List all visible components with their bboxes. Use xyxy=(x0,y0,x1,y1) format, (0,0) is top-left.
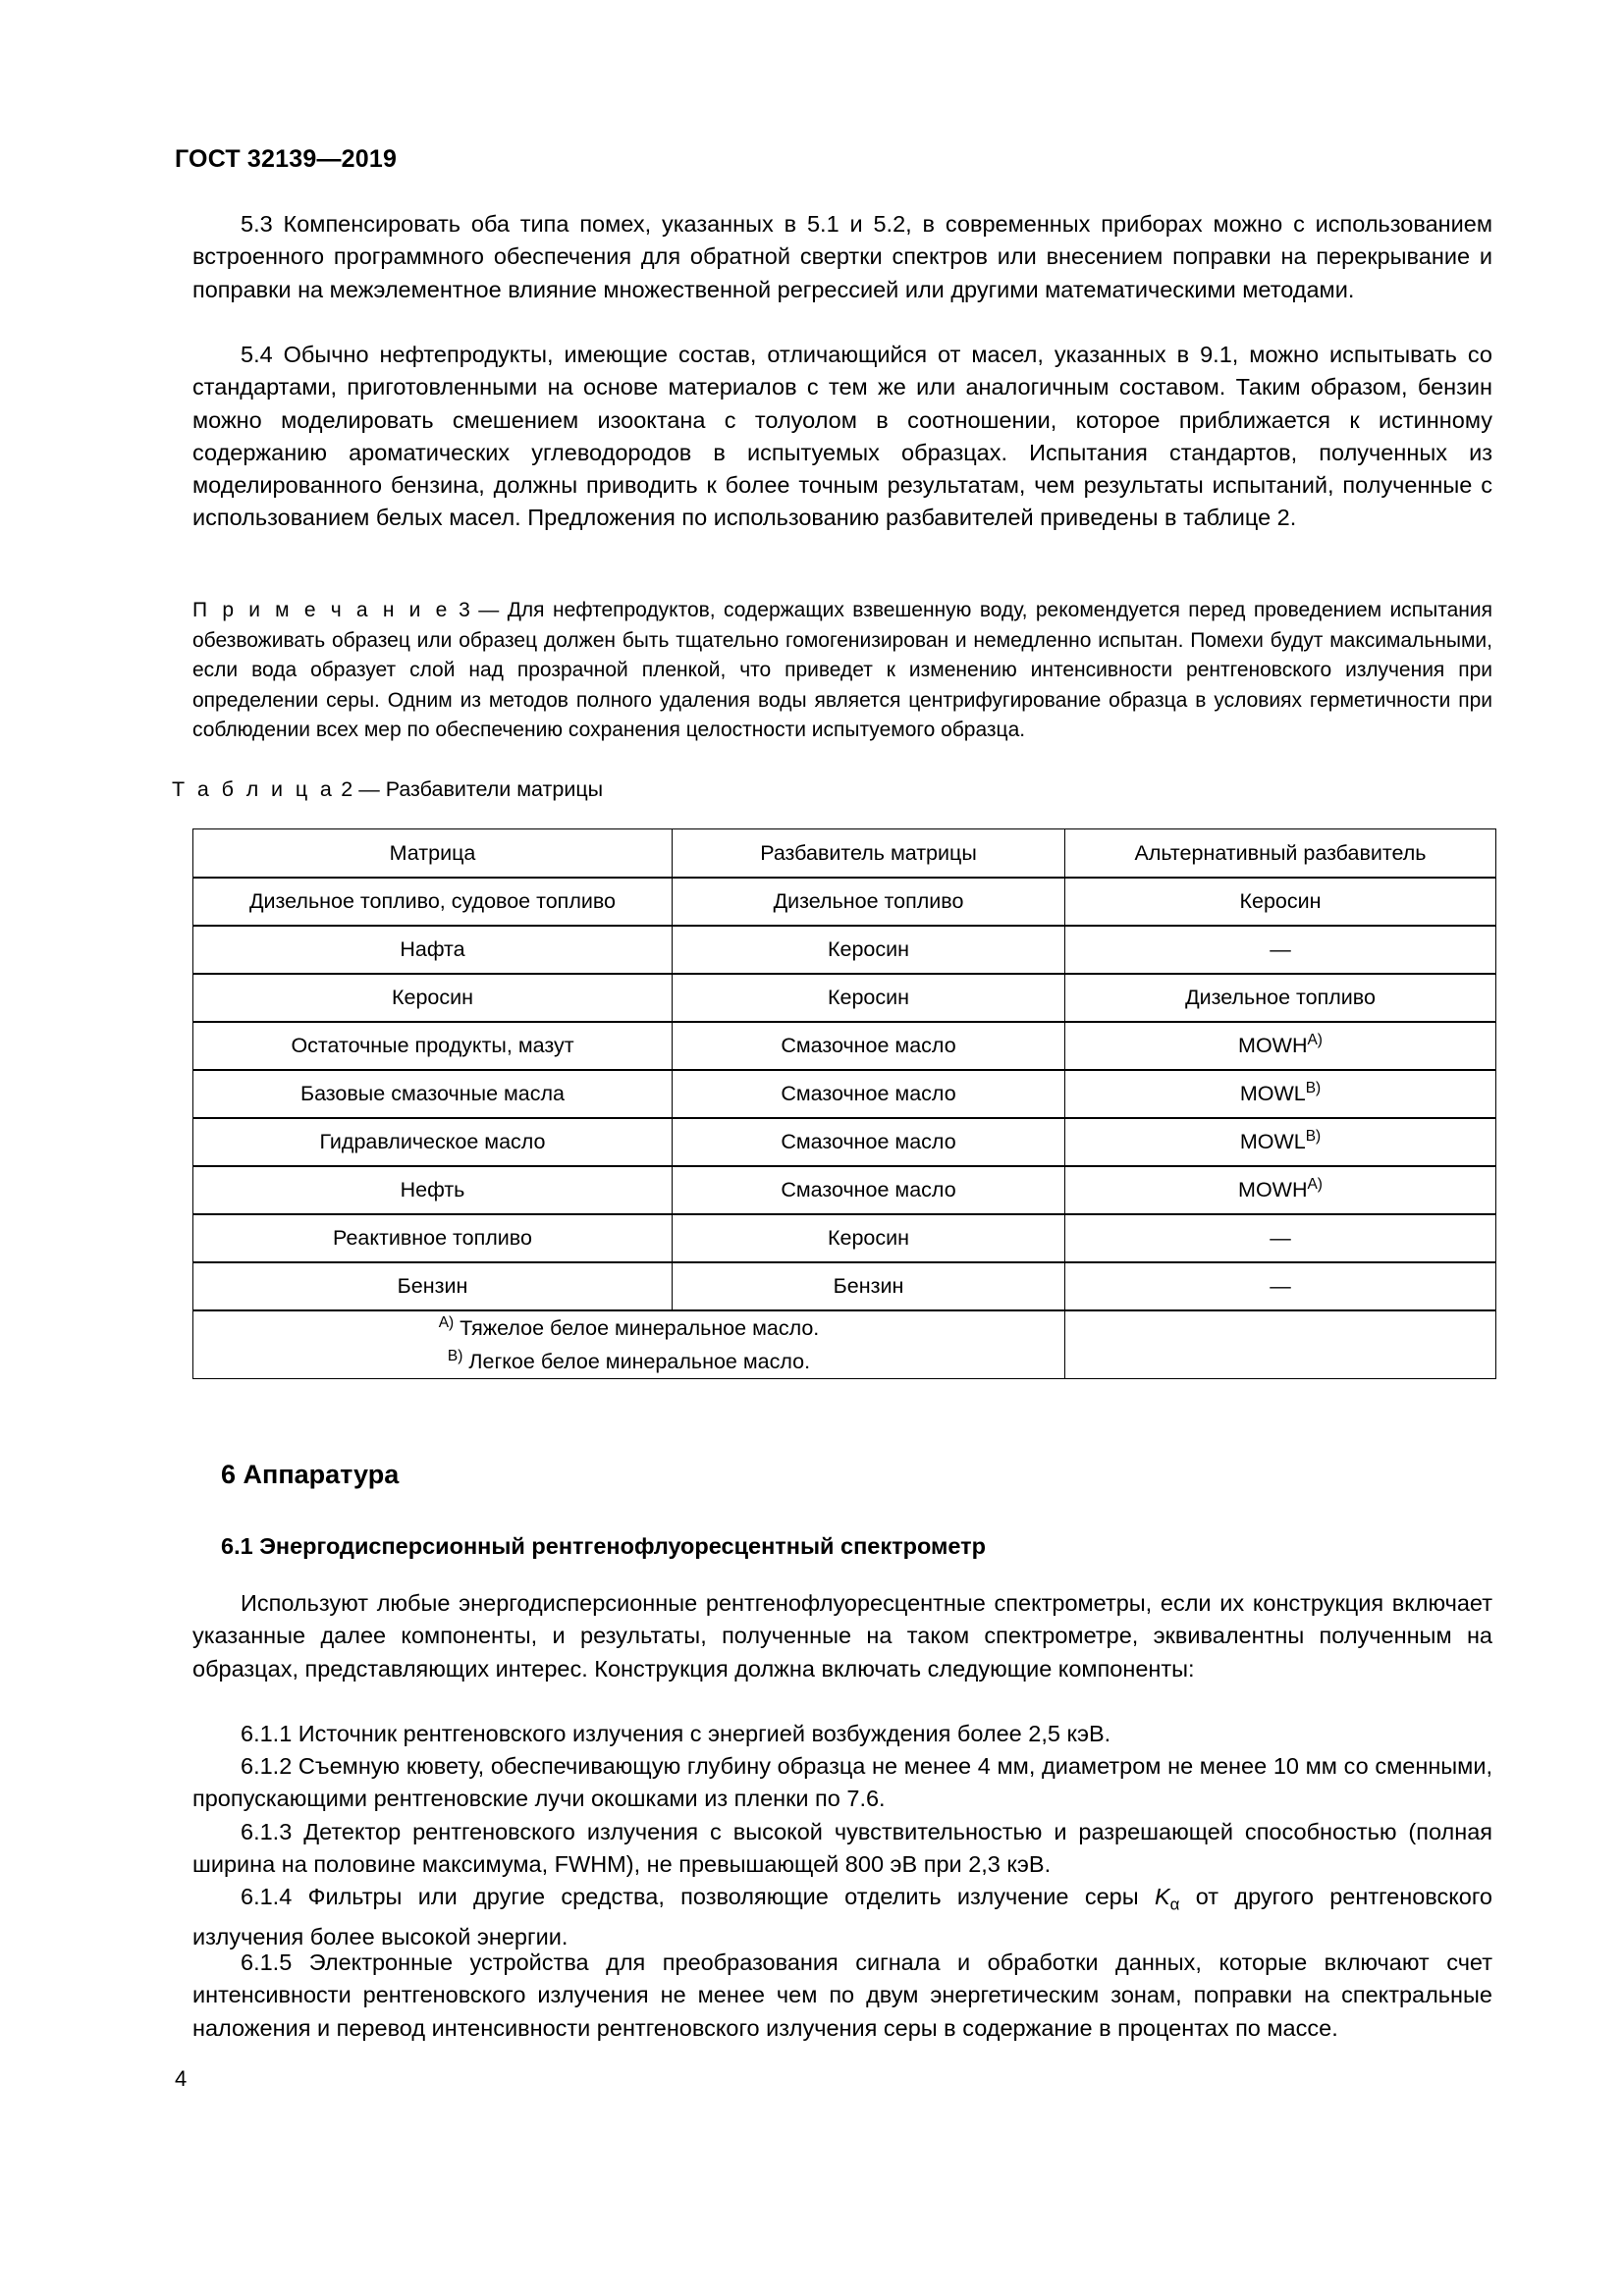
table-caption-number: 2 xyxy=(341,777,353,801)
table-row xyxy=(193,974,1496,1022)
note-number: 3 xyxy=(459,599,470,621)
cell-alternative-text: MOWH xyxy=(1238,1178,1308,1201)
cell-alternative xyxy=(1065,1262,1496,1310)
cell-alternative-text: — xyxy=(1270,1226,1291,1250)
column-header-diluent: Разбавитель матрицы xyxy=(673,829,1065,879)
column-header-alternative: Альтернативный разбавитель xyxy=(1065,829,1496,879)
section-heading-6: 6 Аппаратура xyxy=(221,1460,400,1489)
cell-matrix: Реактивное топливо xyxy=(193,1214,673,1262)
matrix-diluents-table xyxy=(192,828,1496,1379)
cell-alternative-footnote-marker: A) xyxy=(1307,1175,1323,1193)
cell-alternative-footnote-marker: B) xyxy=(1305,1079,1322,1096)
cell-diluent: Смазочное масло xyxy=(673,1166,1065,1214)
cell-diluent: Керосин xyxy=(673,974,1065,1022)
table-footnote-item xyxy=(193,1345,1064,1378)
table-header-row xyxy=(193,829,1496,879)
k-symbol: K xyxy=(1154,1884,1170,1909)
cell-matrix: Нафта xyxy=(193,926,673,974)
cell-alternative xyxy=(1065,1070,1496,1118)
cell-diluent: Бензин xyxy=(673,1262,1065,1310)
matrix-diluents-table-wrapper xyxy=(192,828,1492,1379)
paragraph-5-3: 5.3 Компенсировать оба типа помех, указанных в 5.1 и 5.2, в современных приборах можно с использованием встроенного программного обеспечения для обратной свертки спектров или внесением поправки на перекрывание и поправки на межэлементное влияние множественной регрессией или другими математическими методами. xyxy=(192,211,1492,302)
cell-diluent: Дизельное топливо xyxy=(673,878,1065,926)
cell-alternative-text: Дизельное топливо xyxy=(1185,986,1376,1009)
cell-diluent: Керосин xyxy=(673,1214,1065,1262)
document-header-standard-id: ГОСТ 32139—2019 xyxy=(175,145,398,173)
footnote-marker-a: A) xyxy=(438,1313,455,1331)
cell-alternative xyxy=(1065,878,1496,926)
cell-alternative xyxy=(1065,1022,1496,1070)
cell-diluent: Керосин xyxy=(673,926,1065,974)
cell-alternative-text: MOWH xyxy=(1238,1034,1308,1057)
table-row xyxy=(193,1022,1496,1070)
cell-matrix: Нефть xyxy=(193,1166,673,1214)
paragraph-6-1-5: 6.1.5 Электронные устройства для преобразования сигнала и обработки данных, которые включают счет интенсивности рентгеновского излучения не менее чем по двум энергетическим зонам, поправки на спектральные наложения и перевод интенсивности рентгеновского излучения серы в содержание в процентах по массе. xyxy=(192,1949,1492,2041)
note-text: Для нефтепродуктов, содержащих взвешенную воду, рекомендуется перед проведением испытания обезвоживать образец или образец должен быть тщательно гомогенизирован и немедленно испытан. Помехи будут максимальными, если вода образует слой над прозрачной пленкой, что приведет к изменению интенсивности рентгеновского излучения при определении серы. Одним из методов полного удаления воды является центрифугирование образца в условиях герметичности при соблюдении всех мер по обеспечению сохранения целостности испытуемого образца. xyxy=(192,599,1492,741)
k-alpha-symbol xyxy=(1154,1884,1180,1914)
cell-alternative xyxy=(1065,926,1496,974)
alpha-subscript: α xyxy=(1169,1895,1180,1914)
paragraph-6-1-4-text-after: от другого рентгеновского излучения более высокой энергии. xyxy=(192,1884,1492,1949)
cell-diluent: Смазочное масло xyxy=(673,1022,1065,1070)
note-dash: — xyxy=(478,599,500,621)
table-footnote-item xyxy=(193,1311,1064,1345)
paragraph-6-1-3: 6.1.3 Детектор рентгеновского излучения с высокой чувствительностью и разрешающей способностью (полная ширина на половине максимума, FWHM), не превышающей 800 эВ при 2,3 кэВ. xyxy=(192,1819,1492,1878)
table-caption-label: Т а б л и ц а xyxy=(172,777,336,801)
cell-alternative xyxy=(1065,1214,1496,1262)
table-caption-title: Разбавители матрицы xyxy=(385,777,604,801)
section-heading-6-1: 6.1 Энергодисперсионный рентгенофлуоресцентный спектрометр xyxy=(221,1533,987,1559)
note-3 xyxy=(192,596,1492,746)
paragraph-6-1-intro: Используют любые энергодисперсионные рентгенофлуоресцентные спектрометры, если их конструкция включает указанные далее компоненты, и результаты, полученные на таком спектрометре, эквивалентны полученным на образцах, представляющих интерес. Конструкция должна включать следующие компоненты: xyxy=(192,1590,1492,1682)
footnote-marker-b: B) xyxy=(447,1347,463,1364)
table-row xyxy=(193,1118,1496,1166)
cell-matrix: Гидравлическое масло xyxy=(193,1118,673,1166)
cell-alternative-text: MOWL xyxy=(1239,1082,1306,1105)
paragraph-6-1-4 xyxy=(192,1881,1492,1953)
cell-diluent: Смазочное масло xyxy=(673,1118,1065,1166)
table-row xyxy=(193,1262,1496,1310)
table-row xyxy=(193,878,1496,926)
page-number: 4 xyxy=(175,2066,188,2091)
cell-diluent: Смазочное масло xyxy=(673,1070,1065,1118)
paragraph-6-1-2: 6.1.2 Съемную кювету, обеспечивающую глубину образца не менее 4 мм, диаметром не менее 10 мм со сменными, пропускающими рентгеновские лучи окошками из пленки по 7.6. xyxy=(192,1753,1492,1812)
table-row xyxy=(193,926,1496,974)
column-header-matrix: Матрица xyxy=(193,829,673,879)
table-footnotes xyxy=(193,1310,1065,1379)
cell-alternative xyxy=(1065,1118,1496,1166)
paragraph-6-1-1: 6.1.1 Источник рентгеновского излучения с энергией возбуждения более 2,5 кэВ. xyxy=(241,1721,1111,1746)
cell-alternative-text: Керосин xyxy=(1239,889,1322,913)
cell-alternative-footnote-marker: A) xyxy=(1307,1031,1323,1048)
cell-matrix: Керосин xyxy=(193,974,673,1022)
table-row xyxy=(193,1070,1496,1118)
table-caption-dash: — xyxy=(358,777,380,801)
footnote-text-b: Легкое белое минеральное масло. xyxy=(468,1350,811,1373)
paragraph-6-1-4-text-before: 6.1.4 Фильтры или другие средства, позволяющие отделить излучение серы xyxy=(241,1884,1155,1909)
note-label: П р и м е ч а н и е xyxy=(192,599,451,621)
cell-alternative xyxy=(1065,974,1496,1022)
cell-alternative-text: MOWL xyxy=(1239,1130,1306,1153)
table-body xyxy=(193,878,1496,1379)
cell-matrix: Базовые смазочные масла xyxy=(193,1070,673,1118)
cell-alternative-text: — xyxy=(1270,1274,1291,1298)
table-caption xyxy=(172,775,603,803)
paragraph-5-4: 5.4 Обычно нефтепродукты, имеющие состав, отличающийся от масел, указанных в 9.1, можно испытывать со стандартами, приготовленными на основе материалов с тем же или аналогичным составом. Таким образом, бензин можно моделировать смешением изооктана с толуолом в соотношении, которое приближается к истинному содержанию ароматических углеводородов в испытуемых образцах. Испытания стандартов, полученных из моделированного бензина, должны приводить к более точным результатам, чем результаты испытаний, полученные с использованием белых масел. Предложения по использованию разбавителей приведены в таблице 2. xyxy=(192,342,1492,531)
cell-alternative xyxy=(1065,1166,1496,1214)
cell-matrix: Дизельное топливо, судовое топливо xyxy=(193,878,673,926)
cell-alternative-text: — xyxy=(1270,937,1291,961)
cell-alternative-footnote-marker: B) xyxy=(1305,1127,1322,1145)
cell-matrix: Остаточные продукты, мазут xyxy=(193,1022,673,1070)
table-footnote-row xyxy=(193,1310,1496,1379)
table-head xyxy=(193,829,1496,879)
footnote-text-a: Тяжелое белое минеральное масло. xyxy=(460,1316,820,1340)
table-row xyxy=(193,1214,1496,1262)
table-row xyxy=(193,1166,1496,1214)
table-footnote-empty-cell xyxy=(1065,1310,1496,1379)
cell-matrix: Бензин xyxy=(193,1262,673,1310)
